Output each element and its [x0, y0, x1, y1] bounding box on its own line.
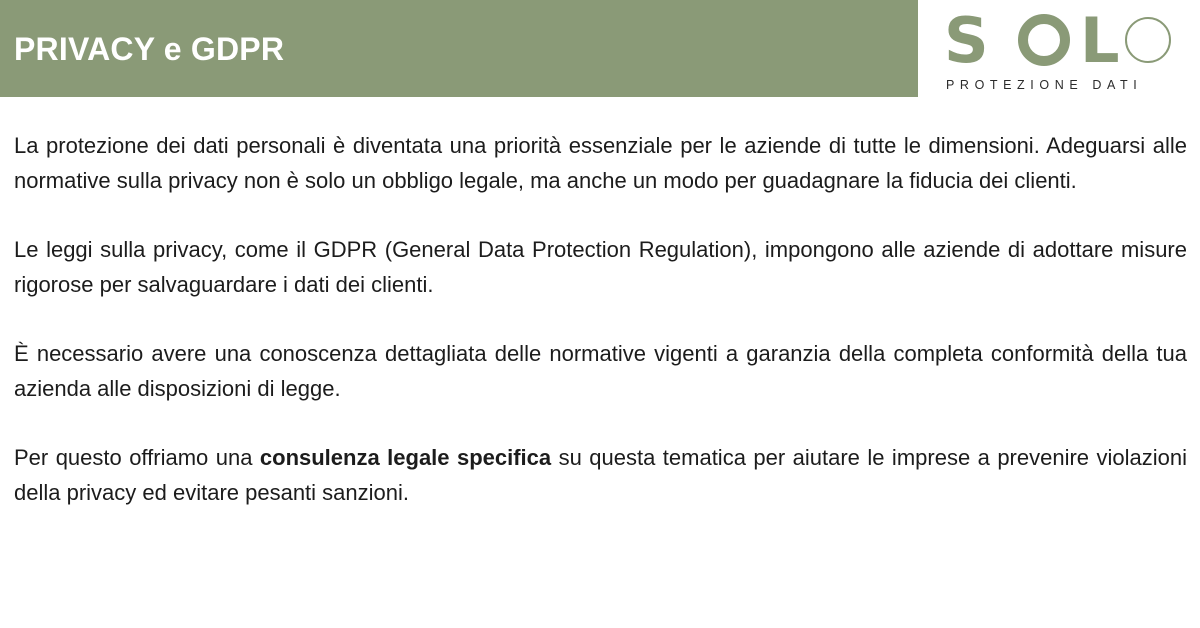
paragraph-2: Le leggi sulla privacy, come il GDPR (General Data Protection Regulation), impongono alle aziende di adottare misure rigorose per salvaguardare i dati dei clienti.: [14, 237, 1187, 297]
paragraph-4-highlight: consulenza legale specifica: [259, 445, 552, 470]
svg-text:L: L: [1080, 10, 1120, 70]
header-band: [0, 0, 918, 97]
logo-tagline: PROTEZIONE DATI: [946, 78, 1143, 92]
solo-wordmark: [944, 10, 1174, 70]
paragraph-4-rest: su questa tematica per aiutare le imprese a prevenire violazioni della privacy ed evitare pesanti sanzioni.: [14, 445, 1187, 505]
solo-logo: [944, 10, 1176, 96]
paragraph-1: La protezione dei dati personali è diventata una priorità essenziale per le aziende di tutte le dimensioni. Adeguarsi alle normative sulla privacy non è solo un obbligo legale, ma anche un modo per guadagnare la fiducia dei clienti.: [14, 133, 1187, 193]
paragraph-4: [14, 440, 1187, 510]
svg-text:S: S: [944, 10, 989, 70]
paragraph-4-intro: Per questo offriamo una: [14, 445, 260, 470]
page-title: PRIVACY e GDPR: [14, 31, 285, 67]
paragraph-3: È necessario avere una conoscenza dettagliata delle normative vigenti a garanzia della completa conformità della tua azienda alle disposizioni di legge.: [14, 341, 1187, 401]
main-content: [14, 128, 1187, 544]
